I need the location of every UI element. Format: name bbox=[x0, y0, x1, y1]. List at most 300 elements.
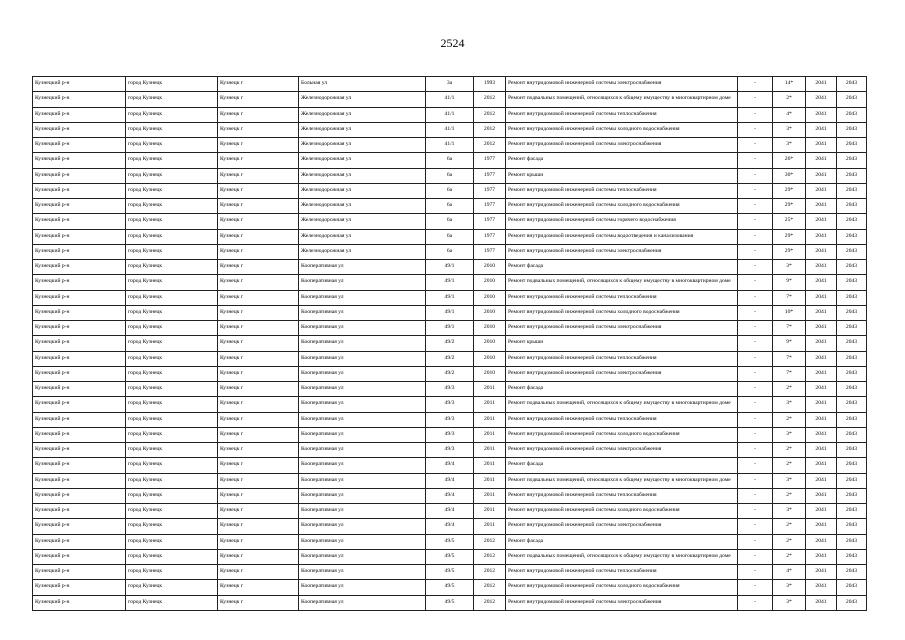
build-year-cell: 2012 bbox=[474, 565, 506, 580]
dash-cell: - bbox=[738, 473, 773, 488]
street-cell: Кооперативная ул bbox=[299, 580, 426, 595]
end-year-cell: 2043 bbox=[837, 519, 867, 534]
start-year-cell: 2041 bbox=[806, 168, 837, 183]
count-cell: 29* bbox=[773, 244, 806, 259]
street-cell: Железнодорожная ул bbox=[299, 199, 426, 214]
street-cell: Железнодорожная ул bbox=[299, 183, 426, 198]
work-type-cell: Ремонт внутридомовой инженерной системы холодного водоснабжения bbox=[506, 199, 738, 214]
count-cell: 7* bbox=[773, 290, 806, 305]
end-year-cell: 2043 bbox=[837, 580, 867, 595]
work-type-cell: Ремонт внутридомовой инженерной системы теплоснабжения bbox=[506, 351, 738, 366]
dash-cell: - bbox=[738, 229, 773, 244]
table-row bbox=[33, 488, 867, 503]
street-cell: Железнодорожная ул bbox=[299, 244, 426, 259]
house-number-cell: 49/3 bbox=[426, 443, 474, 458]
count-cell: 3* bbox=[773, 504, 806, 519]
count-cell: 2* bbox=[773, 412, 806, 427]
count-cell: 9* bbox=[773, 275, 806, 290]
build-year-cell: 2012 bbox=[474, 580, 506, 595]
district-cell: Кузнецкий р-н bbox=[33, 275, 126, 290]
start-year-cell: 2041 bbox=[806, 366, 837, 381]
work-type-cell: Ремонт внутридомовой инженерной системы горячего водоснабжения bbox=[506, 214, 738, 229]
municipality-cell: город Кузнецк bbox=[126, 199, 218, 214]
table-row bbox=[33, 336, 867, 351]
locality-cell: Кузнецк г bbox=[218, 153, 299, 168]
district-cell: Кузнецкий р-н bbox=[33, 534, 126, 549]
dash-cell: - bbox=[738, 183, 773, 198]
table-row bbox=[33, 92, 867, 107]
street-cell: Кооперативная ул bbox=[299, 565, 426, 580]
work-type-cell: Ремонт внутридомовой инженерной системы электроснабжения bbox=[506, 595, 738, 610]
municipality-cell: город Кузнецк bbox=[126, 534, 218, 549]
table-row bbox=[33, 580, 867, 595]
end-year-cell: 2043 bbox=[837, 260, 867, 275]
house-number-cell: 6а bbox=[426, 199, 474, 214]
count-cell: 9* bbox=[773, 336, 806, 351]
build-year-cell: 1993 bbox=[474, 77, 506, 92]
district-cell: Кузнецкий р-н bbox=[33, 214, 126, 229]
work-type-cell: Ремонт внутридомовой инженерной системы холодного водоснабжения bbox=[506, 504, 738, 519]
dash-cell: - bbox=[738, 580, 773, 595]
work-type-cell: Ремонт внутридомовой инженерной системы электроснабжения bbox=[506, 321, 738, 336]
district-cell: Кузнецкий р-н bbox=[33, 549, 126, 564]
municipality-cell: город Кузнецк bbox=[126, 549, 218, 564]
build-year-cell: 2010 bbox=[474, 290, 506, 305]
table-row bbox=[33, 168, 867, 183]
municipality-cell: город Кузнецк bbox=[126, 183, 218, 198]
work-type-cell: Ремонт фасада bbox=[506, 260, 738, 275]
table-row bbox=[33, 153, 867, 168]
house-number-cell: 49/1 bbox=[426, 275, 474, 290]
locality-cell: Кузнецк г bbox=[218, 565, 299, 580]
build-year-cell: 2010 bbox=[474, 321, 506, 336]
table-row bbox=[33, 275, 867, 290]
house-number-cell: 6а bbox=[426, 229, 474, 244]
street-cell: Кооперативная ул bbox=[299, 305, 426, 320]
table-row bbox=[33, 458, 867, 473]
work-type-cell: Ремонт внутридомовой инженерной системы электроснабжения bbox=[506, 138, 738, 153]
table-row bbox=[33, 305, 867, 320]
locality-cell: Кузнецк г bbox=[218, 534, 299, 549]
count-cell: 3* bbox=[773, 260, 806, 275]
locality-cell: Кузнецк г bbox=[218, 229, 299, 244]
start-year-cell: 2041 bbox=[806, 336, 837, 351]
locality-cell: Кузнецк г bbox=[218, 504, 299, 519]
work-type-cell: Ремонт внутридомовой инженерной системы водоотведения и канализования bbox=[506, 229, 738, 244]
table-row bbox=[33, 122, 867, 137]
table-row bbox=[33, 138, 867, 153]
build-year-cell: 2012 bbox=[474, 92, 506, 107]
work-type-cell: Ремонт внутридомовой инженерной системы теплоснабжения bbox=[506, 565, 738, 580]
house-number-cell: 41/1 bbox=[426, 92, 474, 107]
build-year-cell: 2011 bbox=[474, 412, 506, 427]
locality-cell: Кузнецк г bbox=[218, 168, 299, 183]
house-number-cell: 49/5 bbox=[426, 580, 474, 595]
house-number-cell: 49/4 bbox=[426, 458, 474, 473]
dash-cell: - bbox=[738, 77, 773, 92]
table-row bbox=[33, 549, 867, 564]
start-year-cell: 2041 bbox=[806, 351, 837, 366]
district-cell: Кузнецкий р-н bbox=[33, 458, 126, 473]
district-cell: Кузнецкий р-н bbox=[33, 473, 126, 488]
locality-cell: Кузнецк г bbox=[218, 305, 299, 320]
end-year-cell: 2043 bbox=[837, 504, 867, 519]
dash-cell: - bbox=[738, 534, 773, 549]
dash-cell: - bbox=[738, 244, 773, 259]
count-cell: 4* bbox=[773, 565, 806, 580]
dash-cell: - bbox=[738, 458, 773, 473]
house-number-cell: 6а bbox=[426, 183, 474, 198]
start-year-cell: 2041 bbox=[806, 565, 837, 580]
district-cell: Кузнецкий р-н bbox=[33, 580, 126, 595]
end-year-cell: 2043 bbox=[837, 244, 867, 259]
district-cell: Кузнецкий р-н bbox=[33, 351, 126, 366]
dash-cell: - bbox=[738, 427, 773, 442]
municipality-cell: город Кузнецк bbox=[126, 458, 218, 473]
count-cell: 25* bbox=[773, 214, 806, 229]
work-type-cell: Ремонт фасада bbox=[506, 153, 738, 168]
work-type-cell: Ремонт подвальных помещений, относящихся к общему имуществу в многоквартирном доме bbox=[506, 549, 738, 564]
district-cell: Кузнецкий р-н bbox=[33, 77, 126, 92]
locality-cell: Кузнецк г bbox=[218, 107, 299, 122]
start-year-cell: 2041 bbox=[806, 504, 837, 519]
build-year-cell: 2012 bbox=[474, 122, 506, 137]
end-year-cell: 2043 bbox=[837, 107, 867, 122]
street-cell: Кооперативная ул bbox=[299, 412, 426, 427]
locality-cell: Кузнецк г bbox=[218, 214, 299, 229]
house-number-cell: 49/4 bbox=[426, 488, 474, 503]
house-number-cell: 49/5 bbox=[426, 549, 474, 564]
district-cell: Кузнецкий р-н bbox=[33, 153, 126, 168]
district-cell: Кузнецкий р-н bbox=[33, 519, 126, 534]
municipality-cell: город Кузнецк bbox=[126, 244, 218, 259]
start-year-cell: 2041 bbox=[806, 397, 837, 412]
locality-cell: Кузнецк г bbox=[218, 290, 299, 305]
end-year-cell: 2043 bbox=[837, 412, 867, 427]
work-type-cell: Ремонт внутридомовой инженерной системы электроснабжения bbox=[506, 77, 738, 92]
locality-cell: Кузнецк г bbox=[218, 458, 299, 473]
start-year-cell: 2041 bbox=[806, 549, 837, 564]
locality-cell: Кузнецк г bbox=[218, 122, 299, 137]
dash-cell: - bbox=[738, 199, 773, 214]
start-year-cell: 2041 bbox=[806, 534, 837, 549]
municipality-cell: город Кузнецк bbox=[126, 305, 218, 320]
house-number-cell: 49/4 bbox=[426, 504, 474, 519]
work-type-cell: Ремонт внутридомовой инженерной системы холодного водоснабжения bbox=[506, 122, 738, 137]
work-type-cell: Ремонт подвальных помещений, относящихся к общему имуществу в многоквартирном доме bbox=[506, 397, 738, 412]
house-number-cell: 49/4 bbox=[426, 519, 474, 534]
end-year-cell: 2043 bbox=[837, 183, 867, 198]
count-cell: 2* bbox=[773, 92, 806, 107]
work-type-cell: Ремонт внутридомовой инженерной системы теплоснабжения bbox=[506, 107, 738, 122]
municipality-cell: город Кузнецк bbox=[126, 275, 218, 290]
start-year-cell: 2041 bbox=[806, 580, 837, 595]
municipality-cell: город Кузнецк bbox=[126, 351, 218, 366]
district-cell: Кузнецкий р-н bbox=[33, 427, 126, 442]
end-year-cell: 2043 bbox=[837, 77, 867, 92]
street-cell: Кооперативная ул bbox=[299, 321, 426, 336]
table-row bbox=[33, 321, 867, 336]
build-year-cell: 2012 bbox=[474, 107, 506, 122]
table-row bbox=[33, 199, 867, 214]
start-year-cell: 2041 bbox=[806, 275, 837, 290]
district-cell: Кузнецкий р-н bbox=[33, 397, 126, 412]
municipality-cell: город Кузнецк bbox=[126, 488, 218, 503]
build-year-cell: 2011 bbox=[474, 427, 506, 442]
start-year-cell: 2041 bbox=[806, 427, 837, 442]
house-number-cell: 41/1 bbox=[426, 107, 474, 122]
work-type-cell: Ремонт внутридомовой инженерной системы холодного водоснабжения bbox=[506, 305, 738, 320]
end-year-cell: 2043 bbox=[837, 92, 867, 107]
build-year-cell: 1977 bbox=[474, 183, 506, 198]
start-year-cell: 2041 bbox=[806, 519, 837, 534]
house-number-cell: 41/1 bbox=[426, 138, 474, 153]
end-year-cell: 2043 bbox=[837, 138, 867, 153]
start-year-cell: 2041 bbox=[806, 183, 837, 198]
house-number-cell: 3а bbox=[426, 77, 474, 92]
end-year-cell: 2043 bbox=[837, 214, 867, 229]
build-year-cell: 1977 bbox=[474, 229, 506, 244]
count-cell: 2* bbox=[773, 458, 806, 473]
table-row bbox=[33, 107, 867, 122]
district-cell: Кузнецкий р-н bbox=[33, 183, 126, 198]
work-type-cell: Ремонт подвальных помещений, относящихся к общему имуществу в многоквартирном доме bbox=[506, 473, 738, 488]
table-row bbox=[33, 229, 867, 244]
municipality-cell: город Кузнецк bbox=[126, 77, 218, 92]
end-year-cell: 2043 bbox=[837, 549, 867, 564]
count-cell: 3* bbox=[773, 122, 806, 137]
dash-cell: - bbox=[738, 275, 773, 290]
locality-cell: Кузнецк г bbox=[218, 473, 299, 488]
locality-cell: Кузнецк г bbox=[218, 92, 299, 107]
table-row bbox=[33, 244, 867, 259]
street-cell: Кооперативная ул bbox=[299, 427, 426, 442]
table-row bbox=[33, 519, 867, 534]
work-type-cell: Ремонт внутридомовой инженерной системы теплоснабжения bbox=[506, 183, 738, 198]
work-type-cell: Ремонт фасада bbox=[506, 382, 738, 397]
dash-cell: - bbox=[738, 92, 773, 107]
district-cell: Кузнецкий р-н bbox=[33, 138, 126, 153]
start-year-cell: 2041 bbox=[806, 488, 837, 503]
dash-cell: - bbox=[738, 138, 773, 153]
locality-cell: Кузнецк г bbox=[218, 199, 299, 214]
table-row bbox=[33, 183, 867, 198]
municipality-cell: город Кузнецк bbox=[126, 382, 218, 397]
district-cell: Кузнецкий р-н bbox=[33, 336, 126, 351]
start-year-cell: 2041 bbox=[806, 77, 837, 92]
street-cell: Кооперативная ул bbox=[299, 595, 426, 610]
district-cell: Кузнецкий р-н bbox=[33, 321, 126, 336]
municipality-cell: город Кузнецк bbox=[126, 412, 218, 427]
end-year-cell: 2043 bbox=[837, 534, 867, 549]
locality-cell: Кузнецк г bbox=[218, 488, 299, 503]
house-number-cell: 49/1 bbox=[426, 321, 474, 336]
district-cell: Кузнецкий р-н bbox=[33, 168, 126, 183]
dash-cell: - bbox=[738, 122, 773, 137]
street-cell: Железнодорожная ул bbox=[299, 107, 426, 122]
street-cell: Кооперативная ул bbox=[299, 397, 426, 412]
table-row bbox=[33, 290, 867, 305]
end-year-cell: 2043 bbox=[837, 275, 867, 290]
build-year-cell: 2011 bbox=[474, 473, 506, 488]
municipality-cell: город Кузнецк bbox=[126, 92, 218, 107]
locality-cell: Кузнецк г bbox=[218, 519, 299, 534]
start-year-cell: 2041 bbox=[806, 199, 837, 214]
street-cell: Железнодорожная ул bbox=[299, 92, 426, 107]
work-type-cell: Ремонт внутридомовой инженерной системы теплоснабжения bbox=[506, 488, 738, 503]
house-number-cell: 49/5 bbox=[426, 595, 474, 610]
work-type-cell: Ремонт внутридомовой инженерной системы теплоснабжения bbox=[506, 412, 738, 427]
build-year-cell: 2011 bbox=[474, 458, 506, 473]
build-year-cell: 2012 bbox=[474, 595, 506, 610]
build-year-cell: 2010 bbox=[474, 336, 506, 351]
locality-cell: Кузнецк г bbox=[218, 336, 299, 351]
count-cell: 29* bbox=[773, 229, 806, 244]
municipality-cell: город Кузнецк bbox=[126, 366, 218, 381]
street-cell: Кооперативная ул bbox=[299, 290, 426, 305]
municipality-cell: город Кузнецк bbox=[126, 443, 218, 458]
street-cell: Железнодорожная ул bbox=[299, 122, 426, 137]
district-cell: Кузнецкий р-н bbox=[33, 290, 126, 305]
municipality-cell: город Кузнецк bbox=[126, 595, 218, 610]
build-year-cell: 2010 bbox=[474, 275, 506, 290]
end-year-cell: 2043 bbox=[837, 382, 867, 397]
build-year-cell: 1977 bbox=[474, 244, 506, 259]
locality-cell: Кузнецк г bbox=[218, 382, 299, 397]
street-cell: Кооперативная ул bbox=[299, 443, 426, 458]
start-year-cell: 2041 bbox=[806, 260, 837, 275]
end-year-cell: 2043 bbox=[837, 305, 867, 320]
dash-cell: - bbox=[738, 336, 773, 351]
count-cell: 2* bbox=[773, 382, 806, 397]
municipality-cell: город Кузнецк bbox=[126, 153, 218, 168]
work-type-cell: Ремонт фасада bbox=[506, 534, 738, 549]
dash-cell: - bbox=[738, 382, 773, 397]
dash-cell: - bbox=[738, 595, 773, 610]
start-year-cell: 2041 bbox=[806, 153, 837, 168]
house-number-cell: 41/1 bbox=[426, 122, 474, 137]
house-number-cell: 49/5 bbox=[426, 534, 474, 549]
page-number: 2524 bbox=[440, 36, 465, 50]
house-number-cell: 49/4 bbox=[426, 473, 474, 488]
street-cell: Кооперативная ул bbox=[299, 488, 426, 503]
street-cell: Железнодорожная ул bbox=[299, 168, 426, 183]
house-number-cell: 49/1 bbox=[426, 260, 474, 275]
municipality-cell: город Кузнецк bbox=[126, 138, 218, 153]
build-year-cell: 2010 bbox=[474, 260, 506, 275]
dash-cell: - bbox=[738, 504, 773, 519]
end-year-cell: 2043 bbox=[837, 351, 867, 366]
house-number-cell: 49/3 bbox=[426, 427, 474, 442]
table-row bbox=[33, 595, 867, 610]
start-year-cell: 2041 bbox=[806, 458, 837, 473]
municipality-cell: город Кузнецк bbox=[126, 229, 218, 244]
locality-cell: Кузнецк г bbox=[218, 77, 299, 92]
locality-cell: Кузнецк г bbox=[218, 351, 299, 366]
district-cell: Кузнецкий р-н bbox=[33, 565, 126, 580]
build-year-cell: 2010 bbox=[474, 366, 506, 381]
start-year-cell: 2041 bbox=[806, 382, 837, 397]
dash-cell: - bbox=[738, 290, 773, 305]
end-year-cell: 2043 bbox=[837, 565, 867, 580]
street-cell: Железнодорожная ул bbox=[299, 138, 426, 153]
table-row bbox=[33, 565, 867, 580]
build-year-cell: 2010 bbox=[474, 351, 506, 366]
locality-cell: Кузнецк г bbox=[218, 397, 299, 412]
build-year-cell: 2012 bbox=[474, 138, 506, 153]
table-row bbox=[33, 260, 867, 275]
count-cell: 26* bbox=[773, 153, 806, 168]
dash-cell: - bbox=[738, 488, 773, 503]
table-row bbox=[33, 351, 867, 366]
build-year-cell: 2011 bbox=[474, 397, 506, 412]
end-year-cell: 2043 bbox=[837, 229, 867, 244]
municipality-cell: город Кузнецк bbox=[126, 290, 218, 305]
work-type-cell: Ремонт фасада bbox=[506, 458, 738, 473]
municipality-cell: город Кузнецк bbox=[126, 565, 218, 580]
count-cell: 3* bbox=[773, 397, 806, 412]
count-cell: 2* bbox=[773, 488, 806, 503]
count-cell: 3* bbox=[773, 473, 806, 488]
count-cell: 3* bbox=[773, 595, 806, 610]
start-year-cell: 2041 bbox=[806, 214, 837, 229]
locality-cell: Кузнецк г bbox=[218, 183, 299, 198]
start-year-cell: 2041 bbox=[806, 92, 837, 107]
municipality-cell: город Кузнецк bbox=[126, 122, 218, 137]
work-type-cell: Ремонт внутридомовой инженерной системы электроснабжения bbox=[506, 366, 738, 381]
build-year-cell: 1977 bbox=[474, 168, 506, 183]
work-type-cell: Ремонт внутридомовой инженерной системы теплоснабжения bbox=[506, 290, 738, 305]
street-cell: Кооперативная ул bbox=[299, 473, 426, 488]
end-year-cell: 2043 bbox=[837, 321, 867, 336]
build-year-cell: 1977 bbox=[474, 199, 506, 214]
count-cell: 14* bbox=[773, 77, 806, 92]
municipality-cell: город Кузнецк bbox=[126, 321, 218, 336]
locality-cell: Кузнецк г bbox=[218, 138, 299, 153]
house-number-cell: 6а bbox=[426, 153, 474, 168]
street-cell: Кооперативная ул bbox=[299, 504, 426, 519]
municipality-cell: город Кузнецк bbox=[126, 260, 218, 275]
start-year-cell: 2041 bbox=[806, 305, 837, 320]
house-number-cell: 49/1 bbox=[426, 290, 474, 305]
end-year-cell: 2043 bbox=[837, 122, 867, 137]
count-cell: 2* bbox=[773, 549, 806, 564]
street-cell: Железнодорожная ул bbox=[299, 153, 426, 168]
house-number-cell: 49/2 bbox=[426, 366, 474, 381]
table-row bbox=[33, 214, 867, 229]
district-cell: Кузнецкий р-н bbox=[33, 443, 126, 458]
end-year-cell: 2043 bbox=[837, 427, 867, 442]
house-number-cell: 49/3 bbox=[426, 397, 474, 412]
work-type-cell: Ремонт внутридомовой инженерной системы холодного водоснабжения bbox=[506, 427, 738, 442]
end-year-cell: 2043 bbox=[837, 473, 867, 488]
start-year-cell: 2041 bbox=[806, 321, 837, 336]
work-type-cell: Ремонт внутридомовой инженерной системы электроснабжения bbox=[506, 443, 738, 458]
table-row bbox=[33, 473, 867, 488]
dash-cell: - bbox=[738, 168, 773, 183]
start-year-cell: 2041 bbox=[806, 229, 837, 244]
district-cell: Кузнецкий р-н bbox=[33, 595, 126, 610]
dash-cell: - bbox=[738, 443, 773, 458]
count-cell: 2* bbox=[773, 534, 806, 549]
street-cell: Кооперативная ул bbox=[299, 366, 426, 381]
municipality-cell: город Кузнецк bbox=[126, 580, 218, 595]
dash-cell: - bbox=[738, 214, 773, 229]
street-cell: Кооперативная ул bbox=[299, 534, 426, 549]
street-cell: Кооперативная ул bbox=[299, 519, 426, 534]
work-type-cell: Ремонт внутридомовой инженерной системы электроснабжения bbox=[506, 244, 738, 259]
street-cell: Кооперативная ул bbox=[299, 260, 426, 275]
